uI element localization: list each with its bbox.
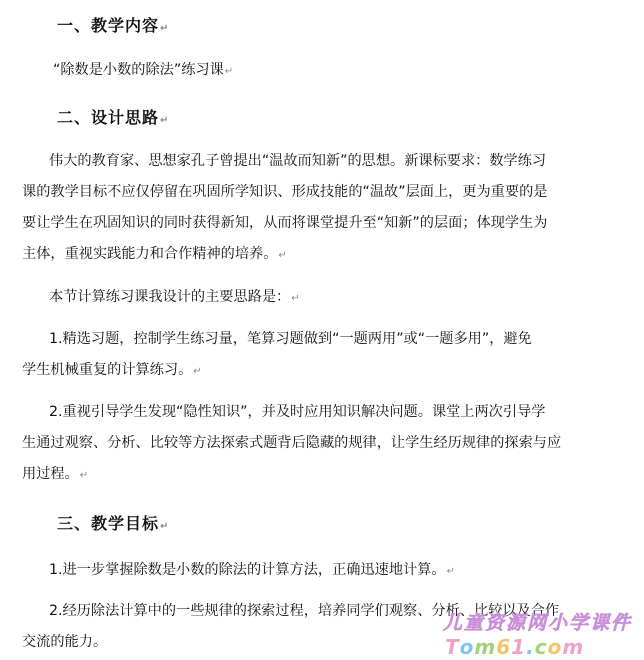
design-paragraph-4-line-1 xyxy=(49,398,545,427)
paragraph-mark-icon: ↵ xyxy=(160,521,170,532)
paragraph-mark-icon: ↵ xyxy=(79,470,89,481)
line-text: 本节计算练习课我设计的主要思路是： xyxy=(49,289,291,305)
watermark-char: m xyxy=(562,635,585,659)
line-text: 2.重视引导学生发现“隐性知识”，并及时应用知识解决问题。课堂上两次引导学 xyxy=(49,404,546,420)
line-text: 学生机械重复的计算练习。 xyxy=(22,362,193,378)
design-paragraph-1-line-4 xyxy=(22,240,287,270)
content-paragraph xyxy=(53,56,233,86)
design-paragraph-2 xyxy=(49,283,300,313)
paragraph-text: “除数是小数的除法”练习课 xyxy=(53,62,224,78)
site-watermark-logo xyxy=(443,608,643,660)
line-text: 伟大的教育家、思想家孔子曾提出“温故而知新”的思想。新课标要求：数学练习 xyxy=(49,153,547,169)
watermark-domain xyxy=(445,635,584,659)
design-paragraph-3-line-1 xyxy=(49,325,532,354)
line-text: 用过程。 xyxy=(22,466,79,482)
line-text: 2.经历除法计算中的一些规律的探索过程，培养同学们观察、分析、比较以及合作 xyxy=(49,603,560,619)
watermark-char: c xyxy=(534,635,548,659)
design-paragraph-4-line-3 xyxy=(22,460,88,490)
heading-text: 三、教学目标 xyxy=(57,514,160,533)
section-heading-goals xyxy=(57,511,169,534)
paragraph-mark-icon: ↵ xyxy=(160,23,170,34)
design-paragraph-1-line-2 xyxy=(22,178,547,207)
watermark-char: m xyxy=(474,635,497,659)
watermark-char: o xyxy=(459,635,475,659)
watermark-char: 6 xyxy=(496,635,512,659)
paragraph-mark-icon: ↵ xyxy=(193,366,202,377)
design-paragraph-4-line-2 xyxy=(22,429,561,458)
line-text: 1.精选习题，控制学生练习量，笔算习题做到“一题两用”或“一题多用”，避免 xyxy=(49,331,532,347)
goal-1 xyxy=(49,556,455,586)
heading-text: 二、设计思路 xyxy=(57,108,160,127)
line-text: 主体，重视实践能力和合作精神的培养。 xyxy=(22,246,278,262)
goal-2-line-2 xyxy=(22,628,107,657)
line-text: 1.进一步掌握除数是小数的除法的计算方法，正确迅速地计算。 xyxy=(49,562,446,578)
section-heading-design xyxy=(57,105,169,128)
watermark-char: . xyxy=(526,635,535,659)
paragraph-mark-icon: ↵ xyxy=(291,293,300,304)
watermark-char: T xyxy=(445,635,460,659)
paragraph-mark-icon: ↵ xyxy=(446,566,455,577)
heading-text: 一、教学内容 xyxy=(57,16,160,35)
paragraph-mark-icon: ↵ xyxy=(160,115,170,126)
watermark-char: 1 xyxy=(511,635,527,659)
line-text: 课的教学目标不应仅停留在巩固所学知识、形成技能的“温故”层面上，更为重要的是 xyxy=(22,184,548,200)
line-text: 生通过观察、分析、比较等方法探索式题背后隐藏的规律，让学生经历规律的探索与应 xyxy=(22,435,562,451)
paragraph-mark-icon: ↵ xyxy=(278,250,287,261)
design-paragraph-1-line-1 xyxy=(49,147,546,176)
watermark-title: 儿童资源网小学课件 xyxy=(443,612,633,634)
design-paragraph-1-line-3 xyxy=(22,209,547,238)
design-paragraph-3-line-2 xyxy=(22,356,202,386)
paragraph-mark-icon: ↵ xyxy=(224,66,234,77)
line-text: 交流的能力。 xyxy=(22,634,108,650)
line-text: 要让学生在巩固知识的同时获得新知，从而将课堂提升至“知新”的层面；体现学生为 xyxy=(22,215,548,231)
watermark-char: o xyxy=(547,635,563,659)
section-heading-content xyxy=(57,13,169,36)
